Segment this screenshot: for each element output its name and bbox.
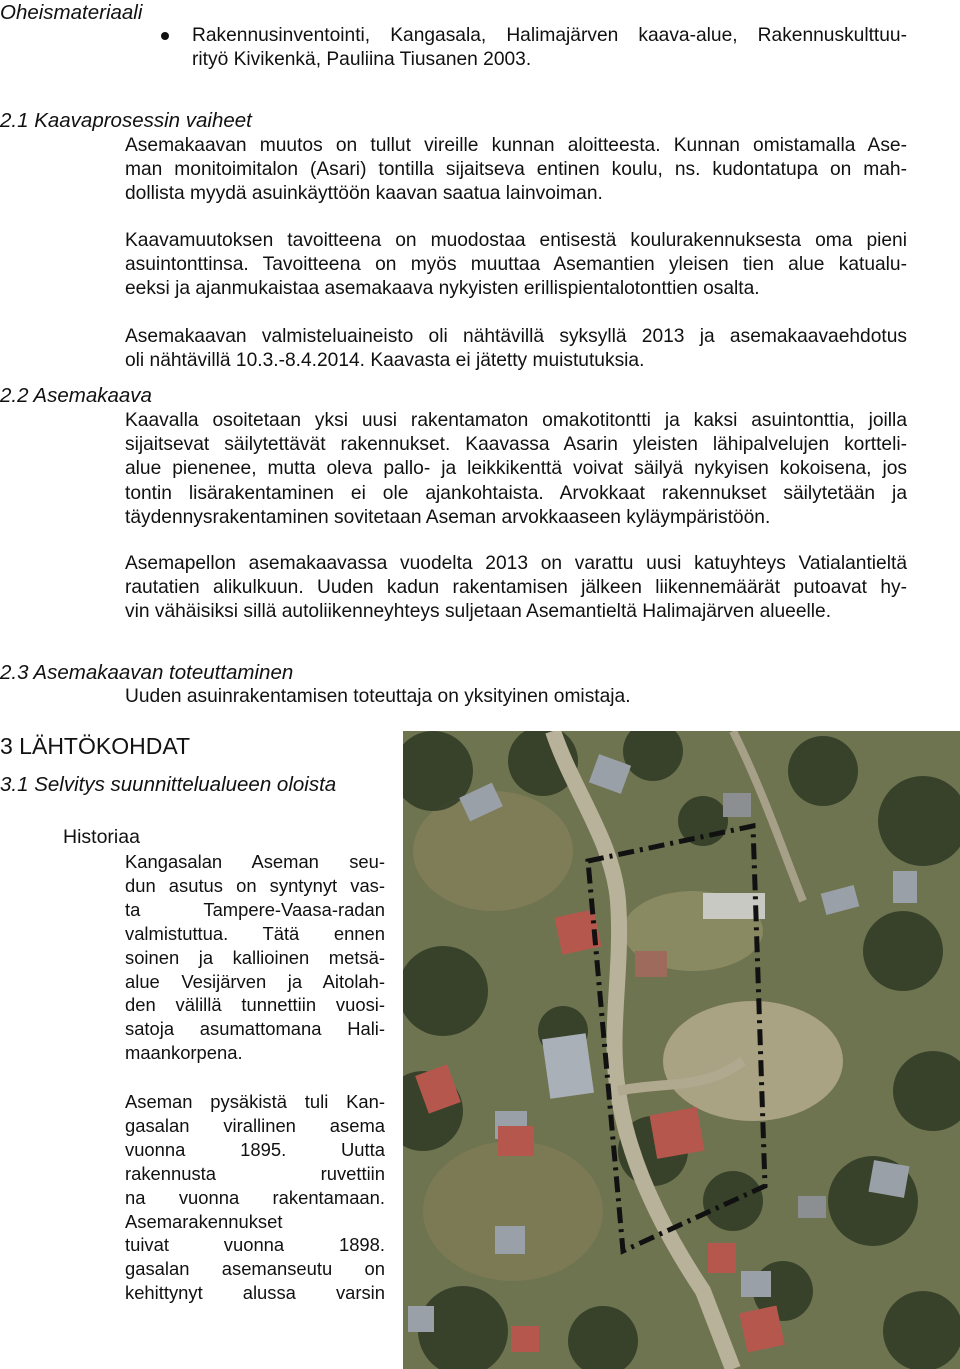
paragraph-line: kehittynyt alussa varsin xyxy=(125,1282,385,1304)
section-2-2-paragraph-1 xyxy=(125,409,907,530)
paragraph-line: soinen ja kallioinen metsä- xyxy=(125,946,385,968)
paragraph-line: Kangasalan Aseman seu- xyxy=(125,851,385,872)
paragraph-line: dollista myydä asuinkäyttöön kaavan saatua lainvoiman. xyxy=(125,183,603,205)
oheismateriaali-heading: Oheismateriaali xyxy=(0,1,143,24)
paragraph-line: Asemakaavan muutos on tullut vireille kunnan aloitteesta. Kunnan omistamalla Ase- xyxy=(125,135,907,156)
paragraph-line: Aseman pysäkistä tuli Kan- xyxy=(125,1091,385,1112)
paragraph-line: satoja asumattomana Hali- xyxy=(125,1018,385,1040)
paragraph-line: vuonna 1895. Uutta xyxy=(125,1138,385,1160)
section-2-2-paragraph-2 xyxy=(125,552,907,625)
section-3-heading: 3 LÄHTÖKOHDAT xyxy=(0,733,190,759)
playground-field xyxy=(663,1001,843,1121)
paragraph-line: gasalan virallinen asema xyxy=(125,1114,385,1136)
paragraph-line: na vuonna rakentamaan. xyxy=(125,1186,385,1208)
section-2-1-heading: 2.1 Kaavaprosessin vaiheet xyxy=(0,109,252,132)
paragraph-line: rakennusta ruvettiin xyxy=(125,1162,385,1184)
paragraph-line: rautatien alikulkuun. Uuden kadun rakentamisen jälkeen liikennemäärät putoavat hy- xyxy=(125,577,907,599)
oheismateriaali-bullet xyxy=(192,24,907,72)
paragraph-line: alue pienenee, mutta oleva pallo- ja leikkikenttä voivat säilyä nykyisen kokoisena, jos xyxy=(125,458,907,480)
historiaa-paragraph-2 xyxy=(125,1090,385,1305)
paragraph-line: man monitoimitalon (Asari) tontilla sijaitseva entinen koulu, ns. kudontatupa on mah- xyxy=(125,159,907,181)
paragraph-line: den välillä tunnettiin vuosi- xyxy=(125,994,385,1016)
paragraph-line: eeksi ja ajanmukaistaa asemakaava nykyisten erillispientalotonttien osalta. xyxy=(125,278,760,300)
paragraph-line: sijaitsevat säilytettävät rakennukset. Kaavassa Asarin yleisten lähipalvelujen kortteli- xyxy=(125,434,907,456)
bullet-line: Rakennusinventointi, Kangasala, Halimajärven kaava-alue, Rakennuskulttuu- xyxy=(192,25,907,46)
paragraph-line: dun asutus on syntynyt vas- xyxy=(125,874,385,896)
paragraph-line: tontin lisärakentaminen ei ole ajankohtaista. Arvokkaat rakennukset säilytetään ja xyxy=(125,482,907,504)
aerial-photo-graphic xyxy=(403,731,960,1369)
paragraph-line: asuintonttinsa. Tavoitteena on myös muuttaa Asemantien yleisen tien alue katualu- xyxy=(125,254,907,276)
section-2-1-paragraph-1 xyxy=(125,134,907,207)
paragraph-line: maankorpena. xyxy=(125,1042,243,1064)
paragraph-line: valmistuttua. Tätä ennen xyxy=(125,922,385,944)
paragraph-line: vin vähäisiksi sillä autoliikenneyhteys suljetaan Asemantieltä Halimajärven alueelle. xyxy=(125,601,832,623)
paragraph-line: alue Vesijärven ja Aitolah- xyxy=(125,970,385,992)
aerial-photo xyxy=(403,731,960,1369)
paragraph-line: Asemakaavan valmisteluaineisto oli nähtävillä syksyllä 2013 ja asemakaavaehdotus xyxy=(125,326,907,347)
clearing xyxy=(423,1141,603,1281)
section-2-3-text: Uuden asuinrakentamisen toteuttaja on yksityinen omistaja. xyxy=(125,686,631,707)
section-2-1-paragraph-2 xyxy=(125,229,907,302)
historiaa-paragraph-1 xyxy=(125,850,385,1065)
section-3-1-heading: 3.1 Selvitys suunnittelualueen oloista xyxy=(0,773,337,796)
section-2-3-heading: 2.3 Asemakaavan toteuttaminen xyxy=(0,661,294,684)
section-2-2-heading: 2.2 Asemakaava xyxy=(0,384,152,407)
paragraph-line: Asemapellon asemakaavassa vuodelta 2013 on varattu uusi katuyhteys Vatialantieltä xyxy=(125,553,907,574)
paragraph-line: tuivat vuonna 1898. xyxy=(125,1234,385,1256)
bullet-icon xyxy=(161,32,169,40)
historiaa-heading: Historiaa xyxy=(63,826,140,848)
paragraph-line: Asemarakennukset xyxy=(125,1210,283,1232)
section-2-1-paragraph-3 xyxy=(125,325,907,373)
paragraph-line: Kaavamuutoksen tavoitteena on muodostaa entisestä koulurakennuksesta oma pieni xyxy=(125,230,907,251)
bullet-line: rityö Kivikenkä, Pauliina Tiusanen 2003. xyxy=(192,49,532,71)
paragraph-line: ta Tampere-Vaasa-radan xyxy=(125,898,385,920)
paragraph-line: gasalan asemanseutu on xyxy=(125,1258,385,1280)
paragraph-line: Kaavalla osoitetaan yksi uusi rakentamaton omakotitontti ja kaksi asuintonttia, joilla xyxy=(125,410,907,431)
paragraph-line: täydennysrakentaminen sovitetaan Aseman arvokkaaseen kyläympäristöön. xyxy=(125,506,771,528)
paragraph-line: oli nähtävillä 10.3.-8.4.2014. Kaavasta ei jätetty muistutuksia. xyxy=(125,350,645,372)
